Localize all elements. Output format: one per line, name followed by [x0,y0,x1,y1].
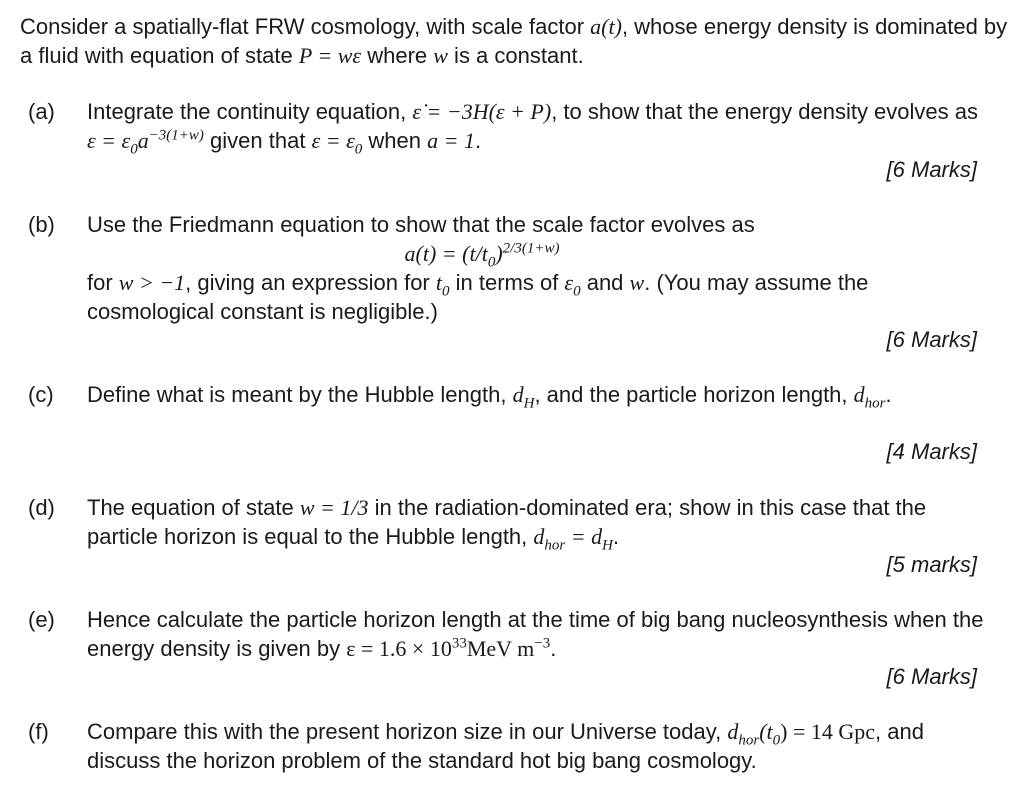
question-e-text: Hence calculate the particle horizon length at the time of big bang nucleosynthesis when the energy density is given by $\varepsilon = 1.6 \times 10^{33}MeV$ $m^{-3}$. [87,607,984,661]
question-f-text: Compare this with the present horizon size in our Universe today, $d_{hor}(t_0) = 14$ Gpc, and discuss the horizon problem of the standard hot big bang cosmology. [87,719,924,773]
question-d-label: (d) [28,495,55,520]
question-a-marks: [6 Marks] [886,157,977,182]
question-a-text: Integrate the continuity equation, ε̇ = −3H(ε + P), to show that the energy density evolves as $\varepsilon = \varepsilon_0a^{-3(1+w)}$ given that $\varepsilon = \varepsilon_0$ when a = 1. [87,99,979,158]
question-b-marks: [6 Marks] [886,327,977,352]
question-c-label: (c) [28,382,54,407]
question-b-label: (b) [28,212,55,237]
question-c-text: Define what is meant by the Hubble length, $d_H$, and the particle horizon length, $d_{hor}$. [87,382,892,412]
question-c-marks: [4 Marks] [886,439,977,464]
scale-factor-equation: $a(t) = (t/t_0)^{2/3(1+w)}$ [404,240,560,271]
question-b-text: Use the Friedmann equation to show that the scale factor evolves as $a(t) = (t/t_0)^{2/3(1+w)}$ for w > −1, giving an expression for $t_0$ in terms of $\varepsilon_0$ and w. (You may assume the cosmological constant is negligible.) [87,210,987,326]
question-e-label: (e) [28,607,55,632]
question-a-label: (a) [28,99,55,124]
intro-paragraph: Consider a spatially-flat FRW cosmology, with scale factor a(t), whose energy density is dominated by a fluid with equation of state P = wε where w is a constant. [20,14,1008,68]
question-f-label: (f) [28,719,49,744]
question-e-marks: [6 Marks] [886,664,977,689]
question-d-text: The equation of state w = 1/3 in the radiation-dominated era; show in this case that the particle horizon is equal to the Hubble length, $d_{hor} = d_H$. [87,495,927,554]
question-d-marks: [5 marks] [886,552,977,577]
